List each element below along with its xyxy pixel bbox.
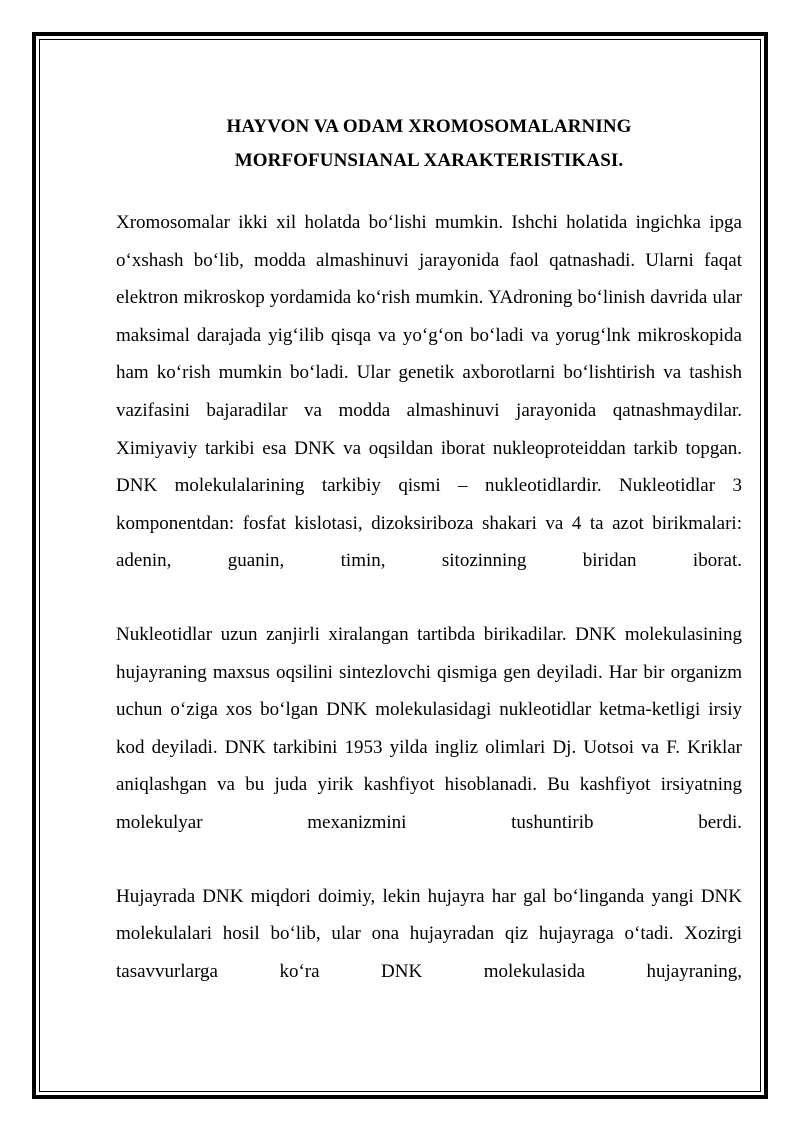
title-line-2: MORFOFUNSIANAL XARAKTERISTIKASI.: [234, 150, 624, 171]
paragraph-1: Xromosomalar ikki xil holatda bo‘lishi mumkin. Ishchi holatida ingichka ipga o‘xshash bo‘lib, modda almashinuvi jarayonida faol qatnashadi. Ularni faqat elektron mikroskop yordamida ko‘rish mumkin. YAdroning bo‘linish davrida ular maksimal darajada yig‘ilib qisqa va yo‘g‘on bo‘ladi va yorug‘lnk mikroskopida ham ko‘rish mumkin bo‘ladi. Ular genetik axborotlarni bo‘lishtirish va tashish vazifasini bajaradilar va modda almashinuvi jarayonida qatnashmaydilar. Ximiyaviy tarkibi esa DNK va oqsildan iborat nukleoproteiddan tarkib topgan. DNK molekulalarining tarkibiy qismi – nukleotidlardir. Nukleotidlar 3 komponentdan: fosfat kislotasi, dizoksiriboza shakari va 4 ta azot birikmalari: adenin, guanin, timin, sitozinning biridan iborat.: [116, 212, 742, 572]
paragraph-2: Nukleotidlar uzun zanjirli xiralangan tartibda birikadilar. DNK molekulasining hujayraning maxsus oqsilini sintezlovchi qismiga gen deyiladi. Har bir organizm uchun o‘ziga xos bo‘lgan DNK molekulasidagi nukleotidlar ketma-ketligi irsiy kod deyiladi. DNK tarkibini 1953 yilda ingliz olimlari Dj. Uotsoi va F. Kriklar aniqlashgan va bu juda yirik kashfiyot hisoblanadi. Bu kashfiyot irsiyatning molekulyar mexanizmini tushuntirib berdi.: [116, 623, 742, 833]
title-line-1: HAYVON VA ODAM XROMOSOMALARNING: [226, 116, 632, 137]
document-title: [116, 110, 742, 178]
document-body: [116, 110, 742, 990]
paragraph-3: Hujayrada DNK miqdori doimiy, lekin hujayra har gal bo‘linganda yangi DNK molekulalari hosil bo‘lib, ular ona hujayradan qiz hujayraga o‘tadi. Xozirgi tasavvurlarga ko‘ra DNK molekulasida hujayraning,: [116, 885, 742, 982]
